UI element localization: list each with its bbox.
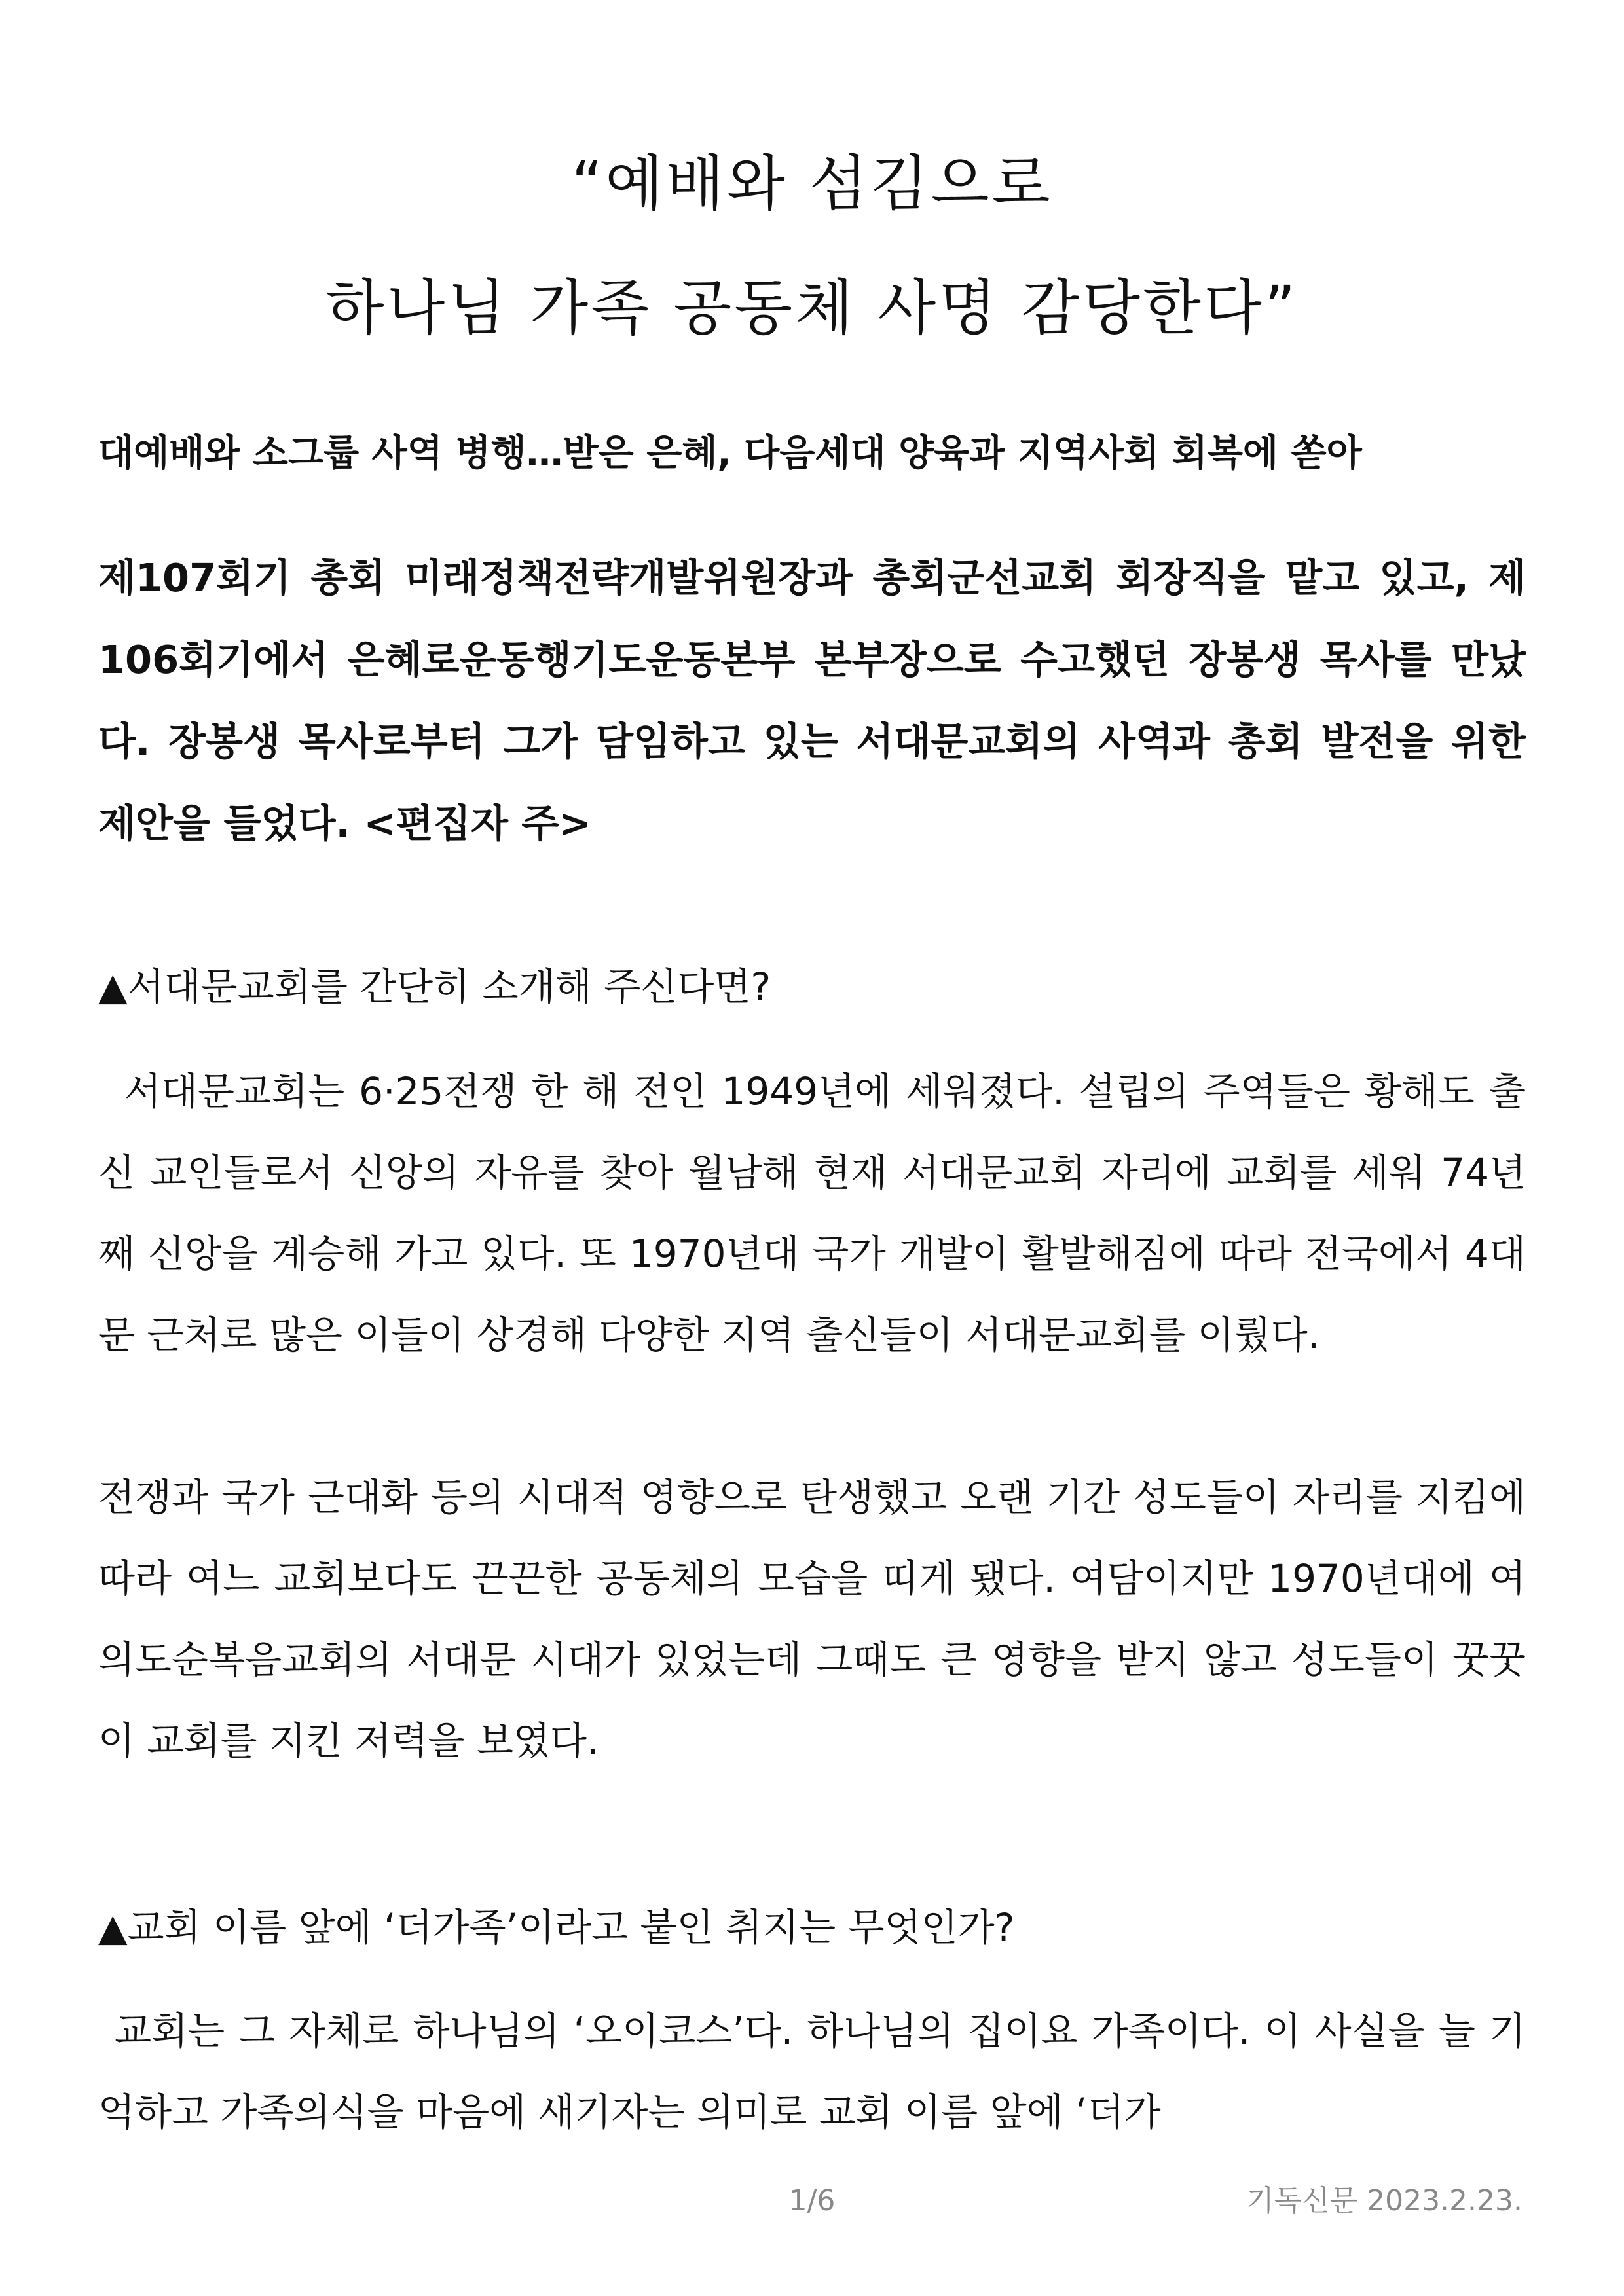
interview-question-1: ▲서대문교회를 간단히 소개해 주신다면? <box>98 964 771 1009</box>
page-number: 1/6 <box>788 2184 836 2217</box>
source-and-date: 기독신문 2023.2.23. <box>1246 2184 1522 2217</box>
answer-1-paragraph-2: 전쟁과 국가 근대화 등의 시대적 영향으로 탄생했고 오랜 기간 성도들이 자리를 지킴에 따라 여느 교회보다도 끈끈한 공동체의 모습을 띠게 됐다. 여담이지만 1970년대에 여의도순복음교회의 서대문 시대가 있었는데 그때도 큰 영향을 받지 않고 성도들이 꿋꿋이 교회를 지킨 저력을 보였다. <box>98 1475 1526 1763</box>
article-subtitle: 대예배와 소그룹 사역 병행…받은 은혜, 다음세대 양육과 지역사회 회복에 쏟아 <box>98 432 1362 475</box>
interview-question-2: ▲교회 이름 앞에 ‘더가족’이라고 붙인 취지는 무엇인가? <box>98 1905 1015 1950</box>
article-title-line-2: 하나님 가족 공동체 사명 감당한다” <box>325 273 1299 343</box>
answer-1-paragraph-1: 서대문교회는 6·25전쟁 한 해 전인 1949년에 세워졌다. 설립의 주역들은 황해도 출신 교인들로서 신앙의 자유를 찾아 월남해 현재 서대문교회 자리에 교회를 세워 74년째 신앙을 계승해 가고 있다. 또 1970년대 국가 개발이 활발해짐에 따라 전국에서 4대문 근처로 많은 이들이 상경해 다양한 지역 출신들이 서대문교회를 이뤘다. <box>98 1069 1526 1357</box>
answer-2-paragraph-1: 교회는 그 자체로 하나님의 ‘오이코스’다. 하나님의 집이요 가족이다. 이 사실을 늘 기억하고 가족의식을 마음에 새기자는 의미로 교회 이름 앞에 ‘더가 <box>98 2009 1526 2134</box>
article-lead: 제107회기 총회 미래정책전략개발위원장과 총회군선교회 회장직을 맡고 있고, 제106회기에서 은혜로운동행기도운동본부 본부장으로 수고했던 장봉생 목사를 만났다. 장봉생 목사로부터 그가 담임하고 있는 서대문교회의 사역과 총회 발전을 위한 제안을 들었다. <편집자 주> <box>98 555 1526 846</box>
article-title-line-1: “예배와 섬김으로 <box>571 149 1053 219</box>
